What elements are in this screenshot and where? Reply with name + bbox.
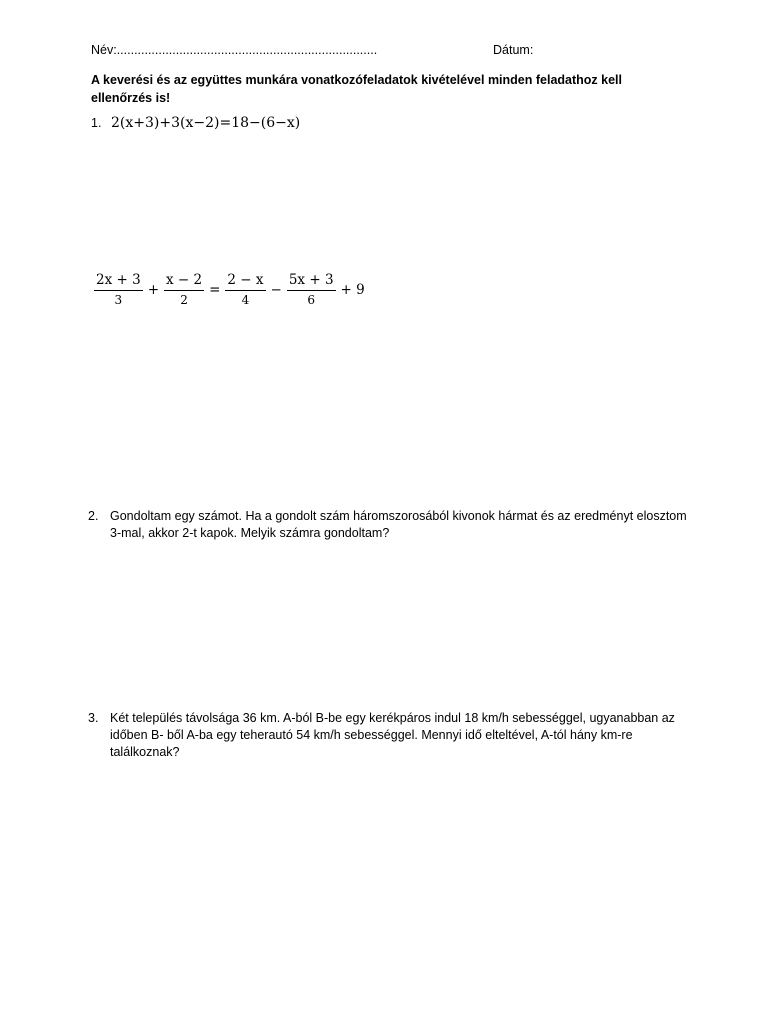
problem-1: [91, 115, 300, 131]
fraction-1-numerator: 2x + 3: [94, 272, 143, 291]
problem-2-number: 2.: [88, 509, 99, 523]
problem-2: [88, 508, 688, 542]
problem-1-number: 1.: [91, 116, 102, 130]
equation-2: [92, 272, 368, 307]
problem-3-number: 3.: [88, 711, 99, 725]
fraction-3: [225, 272, 265, 307]
instruction-text: A keverési és az együttes munkára vonatkozófeladatok kivételével minden feladathoz kell ellenőrzés is!: [91, 73, 622, 105]
problem-3: [88, 710, 688, 761]
fraction-2-numerator: x − 2: [164, 272, 204, 291]
fraction-4-numerator: 5x + 3: [287, 272, 336, 291]
fraction-1: [94, 272, 143, 307]
name-field-label: Név:...........................................................................: [91, 43, 378, 57]
plus-operator: +: [147, 281, 159, 298]
equals-sign: =: [209, 281, 221, 298]
problem-3-text: Két település távolsága 36 km. A-ból B-be egy kerékpáros indul 18 km/h sebességgel, ugyanabban az időben B- ből A-ba egy teherautó 54 km/h sebességgel. Mennyi idő elteltével, A-tól hány km-re találkoznak?: [110, 711, 675, 759]
minus-operator: −: [270, 281, 282, 298]
fraction-3-denominator: 4: [241, 293, 250, 307]
problem-2-text: Gondoltam egy számot. Ha a gondolt szám háromszorosából kivonok hármat és az eredményt elosztom 3-mal, akkor 2-t kapok. Melyik számra gondoltam?: [110, 509, 687, 540]
fraction-4: [287, 272, 336, 307]
equation-1: 2(x+3)+3(x−2)=18−(6−x): [111, 115, 301, 131]
equation-tail: + 9: [340, 281, 365, 298]
fraction-1-denominator: 3: [114, 293, 123, 307]
fraction-3-numerator: 2 − x: [225, 272, 265, 291]
date-field-label: Dátum:: [493, 43, 534, 57]
fraction-2: [164, 272, 204, 307]
fraction-4-denominator: 6: [307, 293, 315, 307]
fraction-2-denominator: 2: [180, 293, 188, 307]
